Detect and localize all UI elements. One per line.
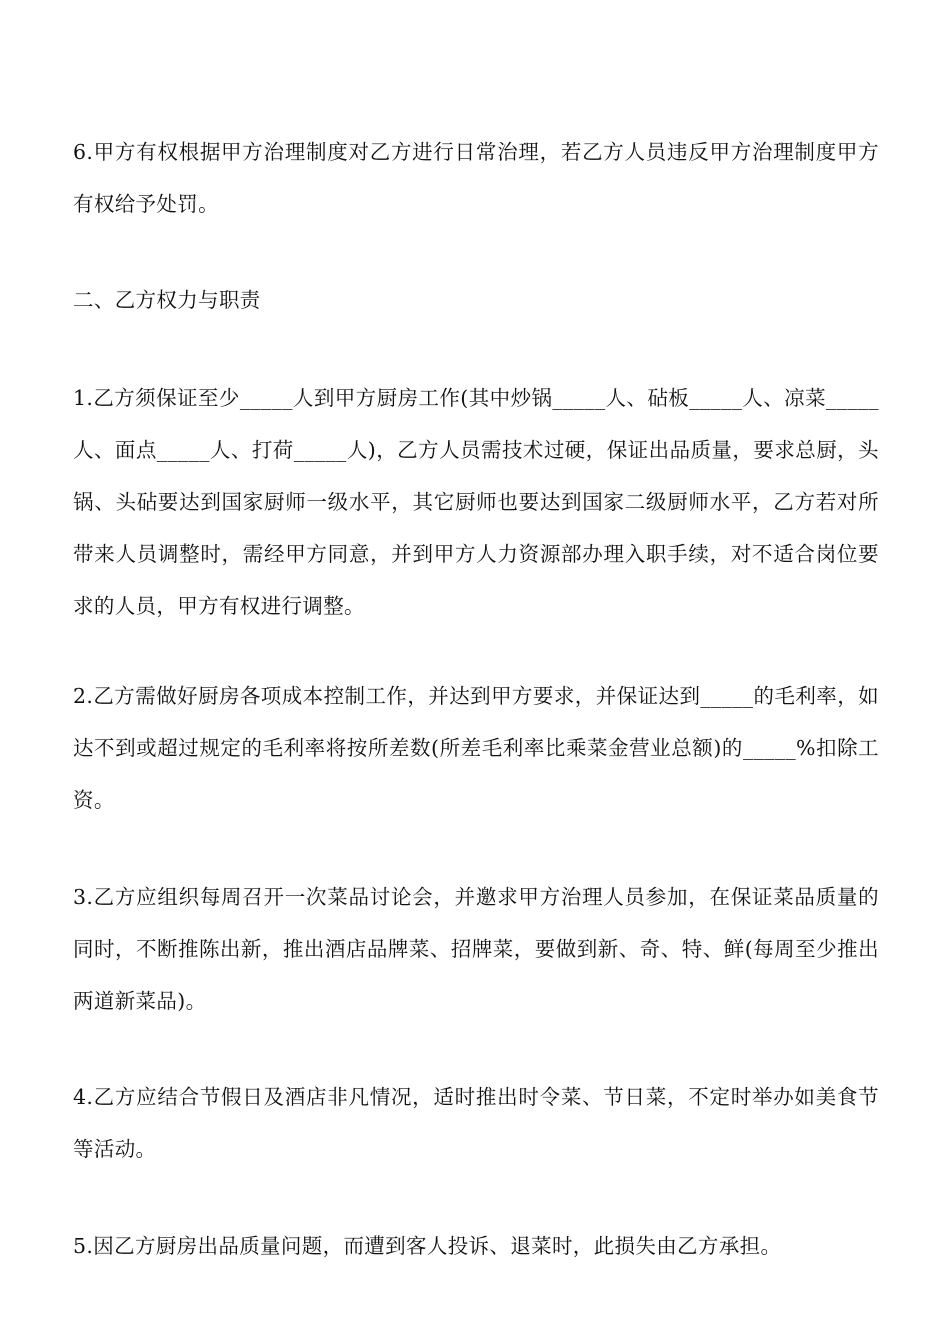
paragraph-b3: 3.乙方应组织每周召开一次菜品讨论会，并邀求甲方治理人员参加，在保证菜品质量的同时，不断推陈出新，推出酒店品牌菜、招牌菜，要做到新、奇、特、鲜(每周至少推出两道新菜品)。 xyxy=(73,885,879,1013)
section-heading-party-b: 二、乙方权力与职责 xyxy=(73,288,261,312)
paragraph-6: 6.甲方有权根据甲方治理制度对乙方进行日常治理，若乙方人员违反甲方治理制度甲方有权给予处罚。 xyxy=(73,140,879,216)
paragraph-b1: 1.乙方须保证至少_____人到甲方厨房工作(其中炒锅_____人、砧板_____人、凉菜_____人、面点_____人、打荷_____人)，乙方人员需技术过硬，保证出品质量，要求总厨，头锅、头砧要达到国家厨师一级水平，其它厨师也要达到国家二级厨师水平，乙方若对所带来人员调整时，需经甲方同意，并到甲方人力资源部办理入职手续，对不适合岗位要求的人员，甲方有权进行调整。 xyxy=(73,386,879,618)
paragraph-b5: 5.因乙方厨房出品质量问题，而遭到客人投诉、退菜时，此损失由乙方承担。 xyxy=(73,1234,782,1258)
paragraph-b4: 4.乙方应结合节假日及酒店非凡情况，适时推出时令菜、节日菜，不定时举办如美食节等活动。 xyxy=(73,1085,879,1161)
paragraph-b2: 2.乙方需做好厨房各项成本控制工作，并达到甲方要求，并保证达到_____的毛利率，如达不到或超过规定的毛利率将按所差数(所差毛利率比乘菜金营业总额)的_____%扣除工资。 xyxy=(73,684,879,812)
